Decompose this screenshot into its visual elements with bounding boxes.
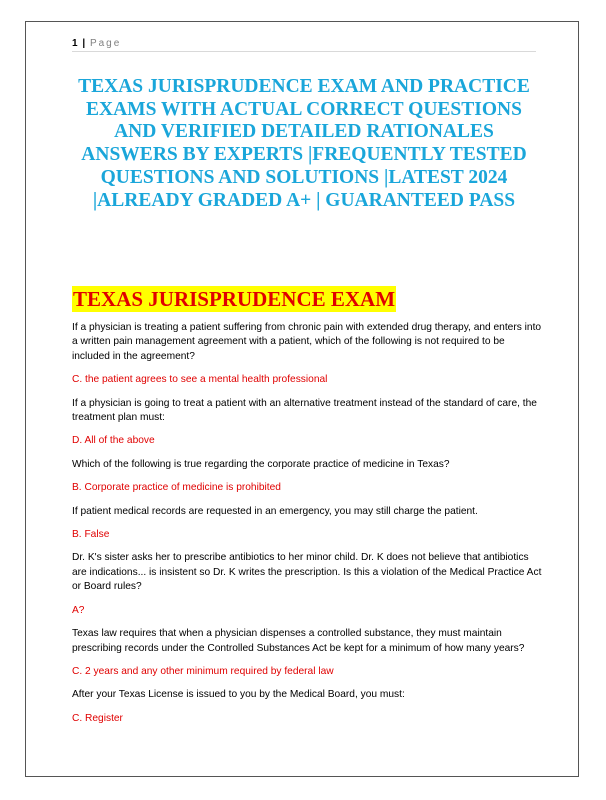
question-text: If patient medical records are requested in an emergency, you may still charge the patient. bbox=[72, 505, 478, 517]
question-text: If a physician is treating a patient suffering from chronic pain with extended drug therapy, and enters into a written pain management agreement with a patient, which of the following is not required to be included in the agreement? bbox=[72, 322, 542, 362]
answer-text: A? bbox=[72, 604, 85, 616]
question-text: After your Texas License is issued to you by the Medical Board, you must: bbox=[72, 689, 405, 701]
page-number: 1 bbox=[72, 38, 78, 49]
document-title: TEXAS JURISPRUDENCE EXAM AND PRACTICE EXAMS WITH ACTUAL CORRECT QUESTIONS AND VERIFIED DETAILED RATIONALES ANSWERS BY EXPERTS |FREQUENTLY TESTED QUESTIONS AND SOLUTIONS |LATEST 2024 |ALREADY GRADED A+ | GUARANTEED PASS bbox=[78, 76, 530, 211]
page-label: Page bbox=[89, 38, 122, 49]
answer-text: B. Corporate practice of medicine is prohibited bbox=[72, 482, 281, 494]
question-answer-list bbox=[72, 321, 542, 735]
answer-text: B. False bbox=[72, 529, 110, 541]
section-heading: TEXAS JURISPRUDENCE EXAM bbox=[73, 287, 396, 311]
answer-text: C. 2 years and any other minimum required by federal law bbox=[72, 665, 334, 677]
question-text: Texas law requires that when a physician dispenses a controlled substance, they must maintain prescribing records under the Controlled Substances Act be kept for a minimum of how many years? bbox=[72, 628, 525, 654]
question-text: If a physician is going to treat a patient with an alternative treatment instead of the standard of care, the treatment plan must: bbox=[72, 397, 537, 424]
question-text: Dr. K's sister asks her to prescribe antibiotics to her minor child. Dr. K does not believe that antibiotics are indications... is insistent so Dr. K writes the prescription. Is this a violation of the Medical Practice Act or Board rules? bbox=[72, 552, 542, 593]
answer-text: D. All of the above bbox=[72, 435, 155, 447]
header-separator: | bbox=[82, 38, 86, 49]
answer-text: C. Register bbox=[72, 712, 123, 724]
question-text: Which of the following is true regarding the corporate practice of medicine in Texas? bbox=[72, 458, 450, 470]
page-header bbox=[72, 38, 536, 52]
answer-text: C. the patient agrees to see a mental health professional bbox=[72, 374, 328, 386]
